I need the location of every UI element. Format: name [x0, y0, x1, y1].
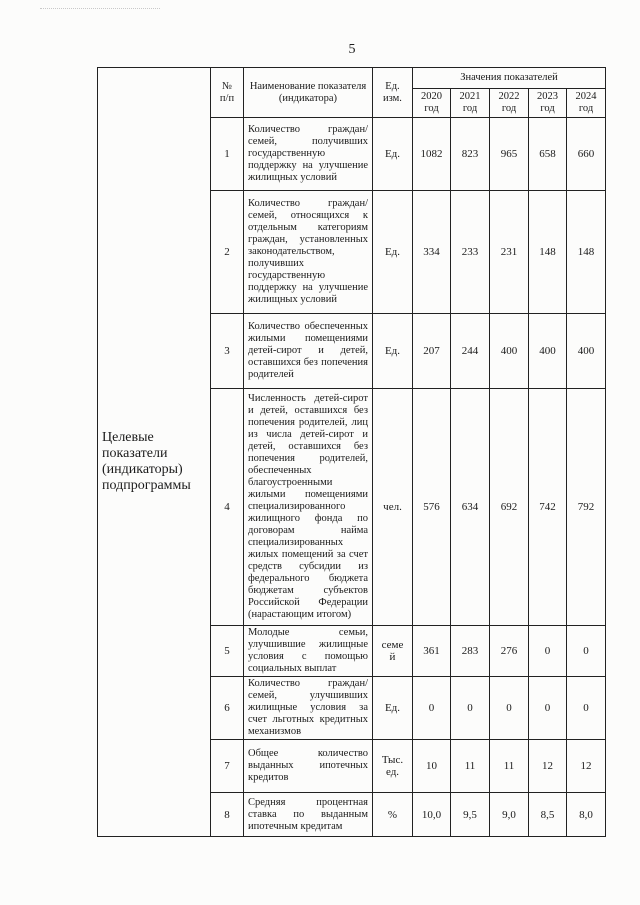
unit-cell: [373, 191, 413, 314]
unit-cell-text: Ед.: [384, 246, 401, 258]
value-cell: 0: [567, 626, 606, 677]
value-cell: 742: [529, 389, 567, 626]
value-cell: 276: [490, 626, 529, 677]
unit-cell: [373, 118, 413, 191]
indicator-name: Количество граждан/семей, получивших государственную поддержку на улучшение жилищных условий: [244, 118, 373, 191]
value-cell: 965: [490, 118, 529, 191]
value-cell: 11: [490, 740, 529, 793]
unit-cell-text: Ед.: [384, 148, 401, 160]
row-number: 6: [211, 677, 244, 740]
value-cell: 12: [529, 740, 567, 793]
value-cell: 207: [413, 314, 451, 389]
value-cell: 400: [529, 314, 567, 389]
indicators-table: [97, 67, 606, 837]
value-cell: 233: [451, 191, 490, 314]
value-cell: 361: [413, 626, 451, 677]
header-unit: [373, 68, 413, 118]
unit-cell-text: Ед.: [384, 345, 401, 357]
header-year: [529, 89, 567, 118]
header-values-group: Значения показателей: [413, 68, 606, 89]
scan-artifact-line: [40, 8, 160, 9]
value-cell: 283: [451, 626, 490, 677]
row-number: 4: [211, 389, 244, 626]
value-cell: 12: [567, 740, 606, 793]
unit-cell-text: семей: [381, 639, 404, 663]
value-cell: 692: [490, 389, 529, 626]
header-year: [490, 89, 529, 118]
unit-cell: [373, 314, 413, 389]
value-cell: 576: [413, 389, 451, 626]
value-cell: 0: [413, 677, 451, 740]
value-cell: 8,5: [529, 793, 567, 837]
header-unit-text: Ед. изм.: [383, 80, 402, 104]
value-cell: 0: [567, 677, 606, 740]
header-year: [567, 89, 606, 118]
row-number: 8: [211, 793, 244, 837]
value-cell: 9,5: [451, 793, 490, 837]
value-cell: 9,0: [490, 793, 529, 837]
indicator-name: Общее количество выданных ипотечных кредитов: [244, 740, 373, 793]
value-cell: 8,0: [567, 793, 606, 837]
value-cell: 148: [529, 191, 567, 314]
value-cell: 792: [567, 389, 606, 626]
header-year: [413, 89, 451, 118]
header-year-text: 2021 год: [459, 91, 481, 114]
unit-cell-text: Ед.: [384, 702, 401, 714]
value-cell: 148: [567, 191, 606, 314]
unit-cell: [373, 626, 413, 677]
value-cell: 400: [490, 314, 529, 389]
indicator-name: Средняя процентная ставка по выданным ипотечным кредитам: [244, 793, 373, 837]
header-year-text: 2023 год: [537, 91, 558, 114]
header-year: [451, 89, 490, 118]
page-number: 5: [348, 42, 356, 57]
header-num-text: № п/п: [219, 80, 235, 104]
value-cell: 334: [413, 191, 451, 314]
header-name: Наименование показателя (индикатора): [244, 68, 373, 118]
value-cell: 823: [451, 118, 490, 191]
unit-cell-text: Тыс. ед.: [381, 754, 404, 778]
unit-cell: [373, 677, 413, 740]
row-number: 7: [211, 740, 244, 793]
header-row-1: [98, 68, 606, 89]
header-num: [211, 68, 244, 118]
indicator-name: Количество обеспеченных жилыми помещениями детей-сирот и детей, оставшихся без попечения родителей: [244, 314, 373, 389]
unit-cell-text: %: [387, 808, 398, 821]
row-number: 2: [211, 191, 244, 314]
indicator-name: Численность детей-сирот и детей, оставшихся без попечения родителей, лиц из числа детей-сирот и детей, оставшихся без попечения родителей, обеспеченных благоустроенными жилыми помещениями специализированного жилищного фонда по договорам найма специализированных жилых помещений за счет средств субсидии из федерального бюджета бюджетам субъектов Российской Федерации (нарастающим итогом): [244, 389, 373, 626]
indicator-name: Количество граждан/семей, относящихся к отдельным категориям граждан, установленных законодательством, получивших государственную поддержку на улучшение жилищных условий: [244, 191, 373, 314]
value-cell: 658: [529, 118, 567, 191]
value-cell: 634: [451, 389, 490, 626]
header-year-text: 2024 год: [575, 91, 597, 114]
indicator-name: Количество граждан/семей, улучшивших жилищные условия за счет льготных кредитных механизмов: [244, 677, 373, 740]
value-cell: 231: [490, 191, 529, 314]
row-number: 3: [211, 314, 244, 389]
value-cell: 0: [490, 677, 529, 740]
value-cell: 1082: [413, 118, 451, 191]
header-year-text: 2020 год: [421, 91, 442, 114]
indicator-name: Молодые семьи, улучшившие жилищные условия с помощью социальных выплат: [244, 626, 373, 677]
value-cell: 660: [567, 118, 606, 191]
unit-cell: [373, 389, 413, 626]
value-cell: 244: [451, 314, 490, 389]
row-number: 1: [211, 118, 244, 191]
value-cell: 0: [529, 677, 567, 740]
unit-cell-text: чел.: [383, 501, 402, 513]
value-cell: 11: [451, 740, 490, 793]
value-cell: 10,0: [413, 793, 451, 837]
value-cell: 400: [567, 314, 606, 389]
value-cell: 10: [413, 740, 451, 793]
header-year-text: 2022 год: [498, 91, 520, 114]
value-cell: 0: [451, 677, 490, 740]
value-cell: 0: [529, 626, 567, 677]
unit-cell: [373, 793, 413, 837]
section-label: Целевые показатели (индикаторы) подпрограммы: [98, 68, 211, 837]
unit-cell: [373, 740, 413, 793]
row-number: 5: [211, 626, 244, 677]
